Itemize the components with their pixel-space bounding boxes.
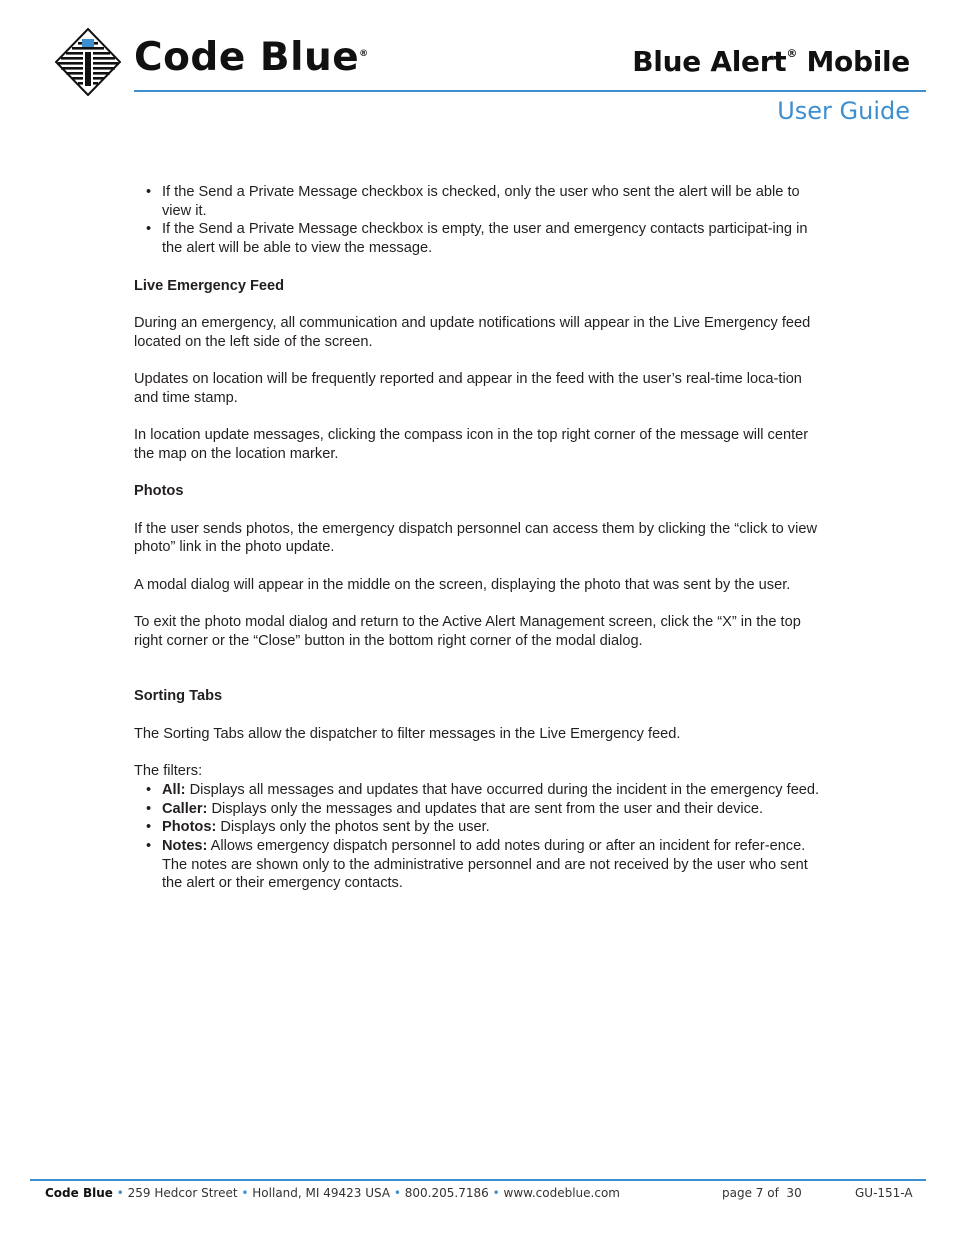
bullet-dot: •: [146, 800, 152, 817]
list-item: [134, 220, 827, 257]
filter-desc: Displays all messages and updates that have occurred during the incident in the emergency feed.: [185, 781, 820, 798]
filter-term: Caller:: [162, 800, 208, 817]
paragraph: If the user sends photos, the emergency dispatch personnel can access them by clicking the “click to view photo” link in the photo update.: [134, 520, 818, 556]
filter-term: All:: [162, 781, 186, 798]
footer-website[interactable]: www.codeblue.com: [503, 1186, 620, 1200]
list-item: [134, 800, 827, 819]
section-heading-photos: Photos: [134, 483, 184, 500]
footer-brand: Code Blue: [45, 1186, 113, 1200]
title-main: Blue Alert: [632, 45, 787, 78]
filters-list: [134, 781, 827, 893]
list-item: [134, 837, 827, 893]
list-item-text: If the Send a Private Message checkbox is checked, only the user who sent the alert will be able to view it.: [162, 184, 800, 219]
header-divider: [134, 90, 926, 92]
bullet-dot: •: [146, 781, 152, 798]
section-heading-live-feed: Live Emergency Feed: [134, 277, 285, 294]
section-heading-sorting-tabs: Sorting Tabs: [134, 688, 223, 705]
footer-street: 259 Hedcor Street: [127, 1186, 238, 1200]
filters-label: The filters:: [134, 763, 203, 780]
footer-separator: •: [393, 1186, 401, 1200]
intro-bullet-list: [134, 183, 827, 258]
footer-separator: •: [116, 1186, 124, 1200]
logo-wordmark: [134, 35, 369, 80]
list-item-text: If the Send a Private Message checkbox is empty, the user and emergency contacts participat-ing in the alert will be able to view the message.: [162, 221, 808, 257]
list-item: [134, 781, 827, 800]
footer-separator: •: [492, 1186, 500, 1200]
paragraph: The Sorting Tabs allow the dispatcher to filter messages in the Live Emergency feed.: [134, 725, 681, 742]
footer-separator: •: [241, 1186, 249, 1200]
list-item: [134, 818, 827, 837]
filter-desc: Displays only the messages and updates that are sent from the user and their device.: [207, 800, 764, 817]
filter-term: Photos:: [162, 819, 217, 836]
bullet-dot: •: [146, 838, 152, 855]
paragraph: To exit the photo modal dialog and return to the Active Alert Management screen, click the “X” in the top right corner or the “Close” button in the bottom right corner of the modal dialog.: [134, 614, 801, 649]
filter-term: Notes:: [162, 838, 208, 855]
logo-registered-mark: ®: [359, 49, 369, 59]
footer-divider: [30, 1179, 926, 1181]
document-title: [632, 45, 910, 78]
bullet-dot: •: [146, 184, 152, 200]
filter-desc: Displays only the photos sent by the user.: [216, 819, 490, 836]
title-registered-mark: ®: [786, 46, 798, 60]
paragraph: Updates on location will be frequently reported and appear in the feed with the user’s real-time loca-tion and time stamp.: [134, 370, 802, 406]
bullet-dot: •: [146, 819, 152, 836]
paragraph: During an emergency, all communication and update notifications will appear in the Live Emergency feed located on the left side of the screen.: [134, 314, 811, 350]
page-number: page 7 of 30: [722, 1186, 802, 1200]
page-content: [134, 183, 827, 893]
paragraph: A modal dialog will appear in the middle on the screen, displaying the photo that was sent by the user.: [134, 576, 791, 593]
paragraph: In location update messages, clicking the compass icon in the top right corner of the message will center the map on the location marker.: [134, 427, 809, 462]
code-blue-logo-icon: [55, 28, 121, 96]
document-subtitle: User Guide: [777, 97, 910, 125]
logo-name: Code Blue: [134, 35, 360, 80]
bullet-dot: •: [146, 221, 152, 238]
list-item: [134, 183, 827, 220]
footer-phone: 800.205.7186: [404, 1186, 489, 1200]
title-suffix: Mobile: [797, 45, 910, 78]
footer-city: Holland, MI 49423 USA: [252, 1186, 391, 1200]
filter-desc: Allows emergency dispatch personnel to add notes during or after an incident for refer-ence. The notes are shown only to the administrative personnel and are not received by the user who sent the alert or their emergency contacts.: [162, 838, 808, 892]
document-id: GU-151-A: [855, 1186, 913, 1200]
footer-address: [45, 1186, 620, 1200]
